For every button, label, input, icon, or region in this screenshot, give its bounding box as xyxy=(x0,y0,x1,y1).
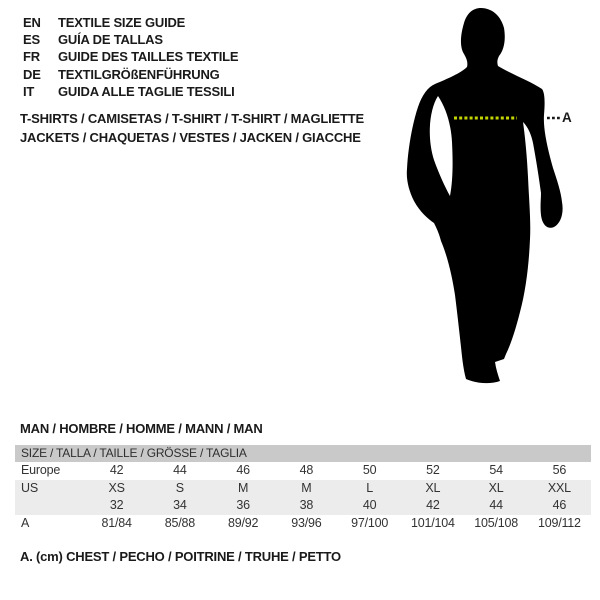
size-cell: M xyxy=(238,480,249,495)
language-label: GUÍA DE TALLAS xyxy=(58,32,163,48)
size-cell: 40 xyxy=(362,498,377,512)
size-row-us xyxy=(15,480,591,498)
size-cell: 34 xyxy=(173,498,187,512)
size-table-header: SIZE / TALLA / TAILLE / GRÖSSE / TAGLIA xyxy=(15,445,591,462)
size-cell: 46 xyxy=(236,463,250,477)
size-cell: 46 xyxy=(552,498,567,512)
size-cell: 89/92 xyxy=(227,515,259,530)
size-cell: 52 xyxy=(426,463,440,477)
size-cell: 54 xyxy=(489,463,503,477)
size-cell: XS xyxy=(108,480,125,495)
size-table xyxy=(15,445,591,532)
language-code: EN xyxy=(23,15,41,31)
size-cell: 42 xyxy=(109,463,124,477)
size-cell: 48 xyxy=(299,463,314,477)
language-label: TEXTILGRÖßENFÜHRUNG xyxy=(58,66,220,82)
language-code: IT xyxy=(23,83,35,99)
row-label: A xyxy=(21,515,30,530)
language-label: GUIDA ALLE TAGLIE TESSILI xyxy=(58,83,235,99)
size-cell: 85/88 xyxy=(164,515,196,530)
size-cell: 44 xyxy=(489,498,503,512)
garment-types-tshirts: T-SHIRTS / CAMISETAS / T-SHIRT / T-SHIRT / MAGLIETTE xyxy=(20,111,364,126)
size-cell: 50 xyxy=(362,463,377,477)
size-cell: S xyxy=(175,480,184,495)
row-label: US xyxy=(21,480,38,495)
size-cell: 32 xyxy=(109,498,124,512)
man-silhouette xyxy=(407,8,563,383)
measure-label-a: A xyxy=(562,110,572,125)
size-cell: 101/104 xyxy=(410,515,455,530)
size-cell: M xyxy=(301,480,312,495)
size-cell: XXL xyxy=(547,480,571,495)
language-label: TEXTILE SIZE GUIDE xyxy=(58,15,186,31)
section-title-man: MAN / HOMBRE / HOMME / MANN / MAN xyxy=(20,421,263,436)
row-label xyxy=(15,497,85,515)
garment-types-jackets: JACKETS / CHAQUETAS / VESTES / JACKEN / GIACCHE xyxy=(20,129,361,145)
size-row-chest-a xyxy=(15,515,591,533)
size-cell: 36 xyxy=(236,498,250,512)
row-label: Europe xyxy=(21,463,61,477)
size-cell: 44 xyxy=(173,463,187,477)
size-cell: XL xyxy=(488,480,504,495)
size-cell: 81/84 xyxy=(101,515,132,530)
size-cell: L xyxy=(366,480,373,495)
size-row-europe xyxy=(15,462,591,480)
language-code: DE xyxy=(23,66,41,82)
size-cell: XL xyxy=(425,480,441,495)
size-cell: 56 xyxy=(552,463,567,477)
language-code: FR xyxy=(23,49,40,65)
size-cell: 105/108 xyxy=(474,515,519,530)
size-cell: 109/112 xyxy=(537,515,581,530)
size-cell: 42 xyxy=(426,498,440,512)
language-code: ES xyxy=(23,32,40,48)
language-label: GUIDE DES TAILLES TEXTILE xyxy=(58,49,239,65)
size-cell: 38 xyxy=(299,498,314,512)
size-row-numeric xyxy=(15,497,591,515)
footnote-chest-legend: A. (cm) CHEST / PECHO / POITRINE / TRUHE / PETTO xyxy=(20,549,341,564)
size-cell: 97/100 xyxy=(351,515,389,530)
size-cell: 93/96 xyxy=(291,515,322,530)
